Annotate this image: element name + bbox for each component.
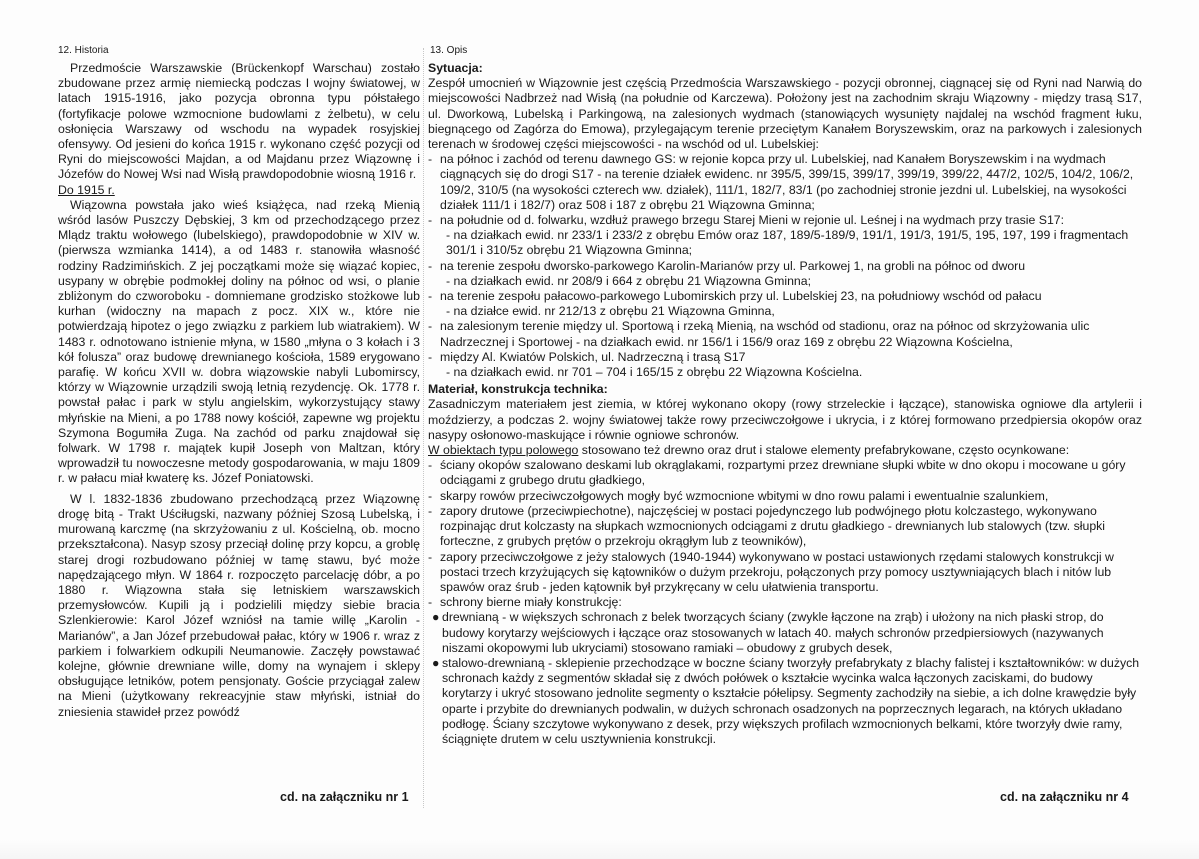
list-subitem: - na działkach ewid. nr 208/9 i 664 z obrębu 21 Wiązowna Gminna;: [446, 273, 812, 288]
situation-heading: Sytuacja:: [428, 61, 483, 75]
list-item: - na zalesionym terenie między ul. Sportową i rzeką Mienią, na wschód od stadionu, oraz na północ od skrzyżowania ulic Nadrzecznej i Sportowej - na działkach ewid. nr 156/1 i 156/9 oraz 169 z obrębu 22 Wiązowna Kościelna,: [428, 319, 1090, 349]
history-heading: 12. Historia: [58, 45, 109, 56]
bullet-item: ● stalowo-drewnianą - sklepienie przechodzące w boczne ściany tworzyły prefabrykaty z blachy falistej i kształtowników: w dużych schronach każdy z segmentów składał się z dwóch połówek o kształcie wycinka walca łączonych zaciskami, do budowy korytarzy i ukryć stosowano jednolite segmenty o kształcie półelipsy. Segmenty zachodziły na siebie, a ich dolne krawędzie były oparte i przybite do drewnianych podwalin, w dużych schronach osadzonych na poprzecznych legarach, na których układano podłogę. Ściany szczytowe wykonywano z desek, przy większych profilach wzmocnionych belkami, które tworzyły dwie ramy, ściągnięte drutem w celu usztywnienia konstrukcji.: [432, 655, 1140, 746]
history-paragraph-2: Wiązowna powstała jako wieś książęca, nad rzeką Mienią wśród lasów Puszczy Dębskiej, 3 km od przechodzącego przez Mlądz traktu wołowego (lubelskiego), prawdopodobnie w XIV w. (pierwsza wzmianka 1414), a od 1483 r. stanowiła własność rodziny Radzimińskich. Z jej początkami może się wiązać kopiec, usypany w obrębie podmokłej doliny na północ od wsi, o planie zbliżonym do czworoboku - domniemane grodzisko stożkowe lub kurhan (widoczny na mapach z pocz. XIX w., które nie potwierdzają hipotez o jego związku z parkiem lub wiatrakiem). W 1483 r. odnotowano istnienie młyna, w 1580 „młyna o 3 kołach i 3 kół folusza” oraz budowę drewnianego kościoła, 1589 erygowano parafię. W końcu XVII w. dobra wiązowskie nabyli Lubomirscy, którzy w Wiązownie urządzili swoją letnią rezydencję. Ok. 1778 r. powstał pałac i park w stylu angielskim, wykorzystujący stawy młyńskie na Mieni, a po 1788 nowy kościół, zapewne wg projektu Szymona Bogumiła Zuga. Na zachód od parku znajdował się folwark. W 1798 r. majątek kupił Joseph von Maltzan, który wprowadził tu nowoczesne metody gospodarowania, w maju 1809 r. w pałacu miał kwaterę ks. Józef Poniatowski.: [58, 197, 420, 486]
list-item: - ściany okopów szalowano deskami lub okrąglakami, rozpartymi przez drewniane słupki wbite w dno okopu i mocowane u góry odciągami z grubego drutu gładkiego,: [428, 458, 1126, 488]
field-objects-lead: W obiektach typu polowego: [428, 443, 579, 458]
field-objects-rest: stosowano też drewno oraz drut i stalowe elementy prefabrykowane, często ocynkowane:: [578, 443, 1070, 458]
bullet-icon: ●: [432, 610, 440, 625]
dash-glyph: -: [428, 595, 433, 610]
dash-glyph: -: [428, 258, 433, 273]
history-subheading: Do 1915 r.: [58, 182, 115, 197]
list-item: - na północ i zachód od terenu dawnego GS: w rejonie kopca przy ul. Lubelskiej, nad Kanałem Boryszewskim i na wydmach ciągnących się do drogi S17 - na terenie działek ewidenc. nr 395/5, 399/15, 399/17, 399/19, 399/22, 447/2, 102/5, 104/2, 106/2, 109/2, 310/5 (na wysokości czterech ww. działek), 111/1, 182/7, 83/1 (po zachodniej stronie jezdni ul. Lubelskiej, na wysokości działek 111/1 i 182/7) oraz 508 i 187 z obrębu 21 Wiązowna Gminna;: [428, 152, 1134, 212]
dash-glyph: -: [428, 349, 433, 364]
list-subitem: - na działkach ewid. nr 701 – 704 i 165/15 z obrębu 22 Wiązowna Kościelna.: [446, 365, 863, 380]
description-continued-note: cd. na załączniku nr 4: [1000, 790, 1129, 804]
history-continued-note: cd. na załączniku nr 1: [280, 790, 409, 804]
dash-glyph: -: [428, 458, 433, 473]
dash-glyph: -: [428, 152, 433, 167]
column-divider: [423, 48, 424, 808]
dash-glyph: -: [428, 289, 433, 304]
material-intro: Zasadniczym materiałem jest ziemia, w której wykonano okopy (rowy strzeleckie i łączące), stanowiska ogniowe dla artylerii i moździerzy, a podczas 2. wojny światowej także rowy przeciwczołgowe i ukrycia, i z której formowano przedpiersia okopów oraz nasypy osłonowo-maskujące i równie ogniowe schronów.: [428, 397, 1142, 442]
scan-shadow: [0, 839, 1199, 859]
history-paragraph-1: Przedmoście Warszawskie (Brückenkopf Warschau) zostało zbudowane przez armię niemiecką podczas I wojny światowej, w latach 1915-1916, jako pozycja obronna typu półstałego (fortyfikacje polowe wzmocnione budowlami z żelbetu), w celu osłonięcia Warszawy od wschodu na wypadek rosyjskiej ofensywy. Od jesieni do końca 1915 r. wykonano część pozycji od Ryni do miejscowości Majdan, a od Majdanu przez Wiązownę i Józefów do Nowej Wsi nad Wisłą prawdopodobnie wiosną 1916 r.: [58, 61, 420, 182]
list-subitem: - na działkach ewid. nr 233/1 i 233/2 z obrębu Emów oraz 187, 189/5-189/9, 191/1, 191/3, 191/5, 195, 197, 199 i fragmentach 301/1 i 310/5z obrębu 21 Wiązowna Gminna;: [446, 228, 1129, 258]
history-column: [58, 44, 420, 720]
dash-glyph: -: [428, 319, 433, 334]
list-item: - na terenie zespołu dworsko-parkowego Karolin-Marianów przy ul. Parkowej 1, na grobli na północ od dworu: [428, 258, 1026, 273]
description-column: [428, 44, 1142, 747]
bullet-item: ● drewnianą - w większych schronach z belek tworzących ściany (zwykle łączone na zrąb) i ułożony na nich płaski strop, do budowy korytarzy wejściowych i łączące oraz stosowanych w latach 40. małych schronów przedpiersiowych (nazywanych niszami okopowymi lub ukryciami) stosowano ramiaki – obudowy z grubych desek,: [432, 610, 1104, 655]
list-item: - zapory drutowe (przeciwpiechotne), najczęściej w postaci pojedynczego lub podwójnego płotu kolczastego, wykonywano rozpinając drut kolczasty na słupkach wzmocnionych odciągami z drutu gładkiego - drewnianych lub stalowych (tzw. słupki forteczne, z grubych prętów o przekroju okrągłym lub z teowników),: [428, 503, 1106, 549]
material-heading: Materiał, konstrukcja technika:: [428, 382, 608, 397]
history-paragraph-3: W l. 1832-1836 zbudowano przechodzącą przez Wiązownę drogę bitą - Trakt Uściługski, nazwany później Szosą Lubelską, i murowaną karczmę (na skrzyżowaniu z ul. Kościelną, ob. mocno przekształcona). Nasyp szosy przeciął dolinę przy kopcu, a groblę starej drogi rozbudowano później w tamę stawu, być może napędzającego młyn. W 1864 r. rozpoczęto parcelację dóbr, a po 1880 r. Wiązowna stała się letniskiem warszawskich przemysłowców. Kupili ją i podzielili między siebie bracia Szlenkierowie: Karol Józef wzniósł na tamie willę „Karolin - Marianów”, a Jan Józef przebudował pałac, który w 1906 r. wraz z parkiem i folwarkiem odkupili Neumanowie. Zaczęły powstawać kolejne, głównie drewniane wille, domy na wynajem i sklepy obsługujące letników, potem pensjonaty. Goście przyciągał zalew na Mieni (użytkowany rekreacyjnie staw młyński, istniał do zniesienia stawideł przez powódź: [58, 491, 420, 719]
description-heading: 13. Opis: [430, 45, 468, 56]
list-item: - na terenie zespołu pałacowo-parkowego Lubomirskich przy ul. Lubelskiej 23, na południowy wschód od pałacu: [428, 289, 1042, 304]
list-item: - schrony bierne miały konstrukcję:: [428, 595, 622, 610]
situation-intro: Zespół umocnień w Wiązownie jest częścią Przedmościa Warszawskiego - pozycji obronnej, ciągnącej się od Ryni nad Narwią do miejscowości Nadbrzeż nad Wisłą (na południe od Karczewa). Położony jest na zachodnim skraju Wiązowny - między trasą S17, ul. Dworkową, Lubelską i Parkingową, na zalesionych wydmach (stanowiących wysunięty najdalej na wschód fragment łuku, biegnącego od Zagórza do Emowa), przylegającym terenie przeciętym Kanałem Boryszewskim, oraz na parkowych i zalesionych terenach w środowej części miejscowości - na wschód od ul. Lubelskiej:: [428, 76, 1142, 152]
list-item: - na południe od d. folwarku, wzdłuż prawego brzegu Starej Mieni w rejonie ul. Leśnej i na wydmach przy trasie S17:: [428, 213, 1065, 228]
dash-glyph: -: [428, 503, 433, 518]
list-subitem: - na działce ewid. nr 212/13 z obrębu 21 Wiązowna Gminna,: [446, 304, 775, 319]
list-item: - skarpy rowów przeciwczołgowych mogły być wzmocnione wbitymi w dno rowu palami i ewentualnie szalunkiem,: [428, 488, 1049, 503]
bullet-icon: ●: [432, 655, 440, 670]
field-objects-line: [428, 443, 1142, 458]
dash-glyph: -: [428, 213, 433, 228]
list-item: - między Al. Kwiatów Polskich, ul. Nadrzeczną i trasą S17: [428, 349, 746, 364]
list-item: - zapory przeciwczołgowe z jeży stalowych (1940-1944) wykonywano w postaci ustawionych rzędami stalowych konstrukcji w postaci trzech krzyżujących się kątowników o dużym przekroju, połączonych przy pomocy usztywniających blach i nitów lub spawów oraz śrub - jeden kątownik był przykręcany w celu ułatwienia transportu.: [428, 549, 1114, 594]
dash-glyph: -: [428, 488, 433, 503]
dash-glyph: -: [428, 549, 433, 564]
